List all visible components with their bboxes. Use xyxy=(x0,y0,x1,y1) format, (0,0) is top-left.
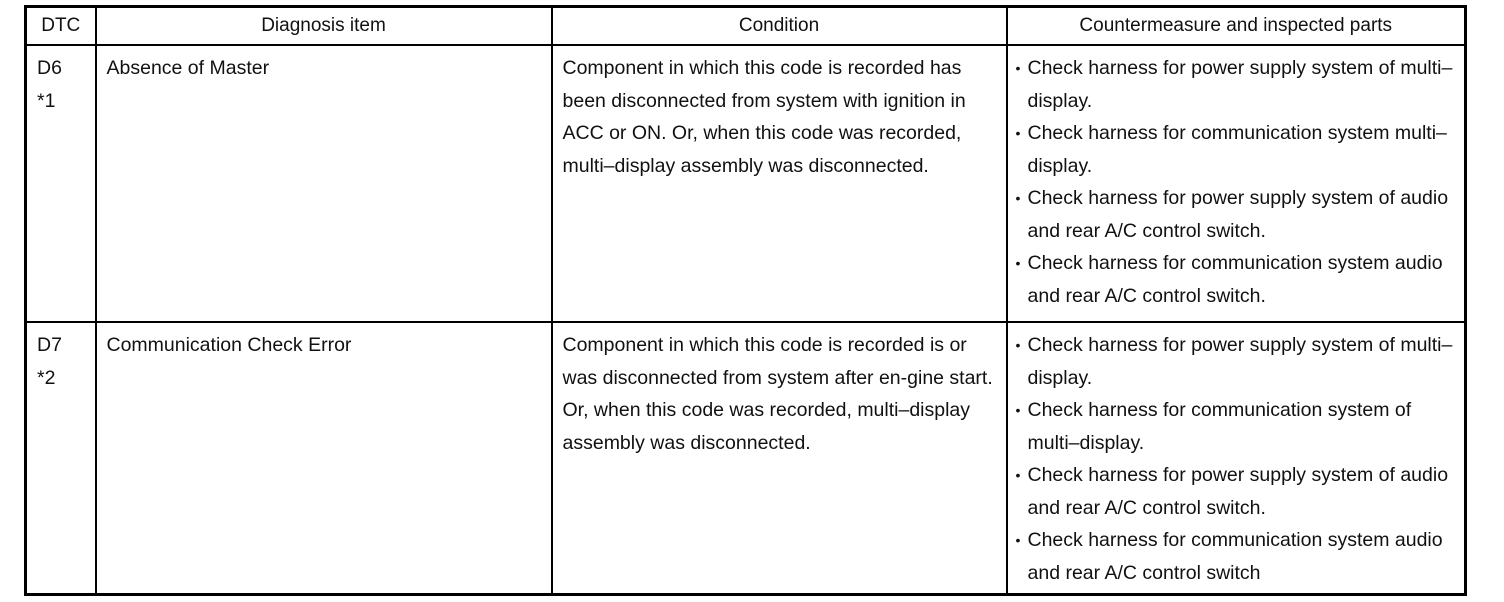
list-item xyxy=(1016,459,1461,524)
list-item xyxy=(1016,329,1461,394)
table-row xyxy=(26,322,1466,595)
countermeasure-cell xyxy=(1007,45,1466,322)
countermeasure-text: Check harness for power supply system of audio and rear A/C control switch. xyxy=(1027,187,1449,242)
dtc-note: *2 xyxy=(37,366,56,389)
countermeasure-text: Check harness for communication system multi–display. xyxy=(1027,122,1447,177)
list-item xyxy=(1016,182,1461,247)
bullet-icon: • xyxy=(1015,125,1021,141)
countermeasure-text: Check harness for power supply system of audio and rear A/C control switch. xyxy=(1027,464,1449,519)
list-item xyxy=(1016,117,1461,182)
bullet-icon: • xyxy=(1015,255,1021,271)
list-item xyxy=(1016,524,1461,589)
header-row xyxy=(26,7,1466,46)
header-diagnosis-item: Diagnosis item xyxy=(96,7,552,46)
countermeasure-text: Check harness for communication system audio and rear A/C control switch xyxy=(1027,529,1443,584)
list-item xyxy=(1016,247,1461,312)
table-body xyxy=(26,45,1466,595)
bullet-icon: • xyxy=(1015,337,1021,353)
dtc-cell xyxy=(26,45,96,322)
countermeasure-cell xyxy=(1007,322,1466,595)
table-row xyxy=(26,45,1466,322)
bullet-icon: • xyxy=(1015,60,1021,76)
dtc-code: D7 xyxy=(37,334,62,356)
dtc-code: D6 xyxy=(37,57,62,79)
list-item xyxy=(1016,394,1461,459)
countermeasure-text: Check harness for power supply system of multi–display. xyxy=(1027,57,1453,112)
countermeasure-list xyxy=(1016,52,1461,312)
condition-cell xyxy=(552,45,1007,322)
countermeasure-text: Check harness for power supply system of multi–display. xyxy=(1027,334,1453,389)
condition-text: Component in which this code is recorded has been disconnected from system with ignition in ACC or ON. Or, when this code was recorded, multi–display assembly was disconnected. xyxy=(562,57,966,177)
header-dtc: DTC xyxy=(26,7,96,46)
bullet-icon: • xyxy=(1015,402,1021,418)
countermeasure-list xyxy=(1016,329,1461,589)
bullet-icon: • xyxy=(1015,532,1021,548)
dtc-cell xyxy=(26,322,96,595)
dtc-table xyxy=(24,5,1467,596)
diagnosis-item-cell: Absence of Master xyxy=(96,45,552,322)
header-condition: Condition xyxy=(552,7,1007,46)
dtc-note: *1 xyxy=(37,89,56,112)
countermeasure-text: Check harness for communication system audio and rear A/C control switch. xyxy=(1027,252,1443,307)
condition-text: Component in which this code is recorded is or was disconnected from system after en-gine start. Or, when this code was recorded, multi–display assembly was disconnected. xyxy=(562,334,993,454)
countermeasure-text: Check harness for communication system of multi–display. xyxy=(1027,399,1412,454)
list-item xyxy=(1016,52,1461,117)
bullet-icon: • xyxy=(1015,190,1021,206)
table-header xyxy=(26,7,1466,46)
condition-cell xyxy=(552,322,1007,595)
header-countermeasure: Countermeasure and inspected parts xyxy=(1007,7,1466,46)
diagnosis-item-cell: Communication Check Error xyxy=(96,322,552,595)
bullet-icon: • xyxy=(1015,467,1021,483)
